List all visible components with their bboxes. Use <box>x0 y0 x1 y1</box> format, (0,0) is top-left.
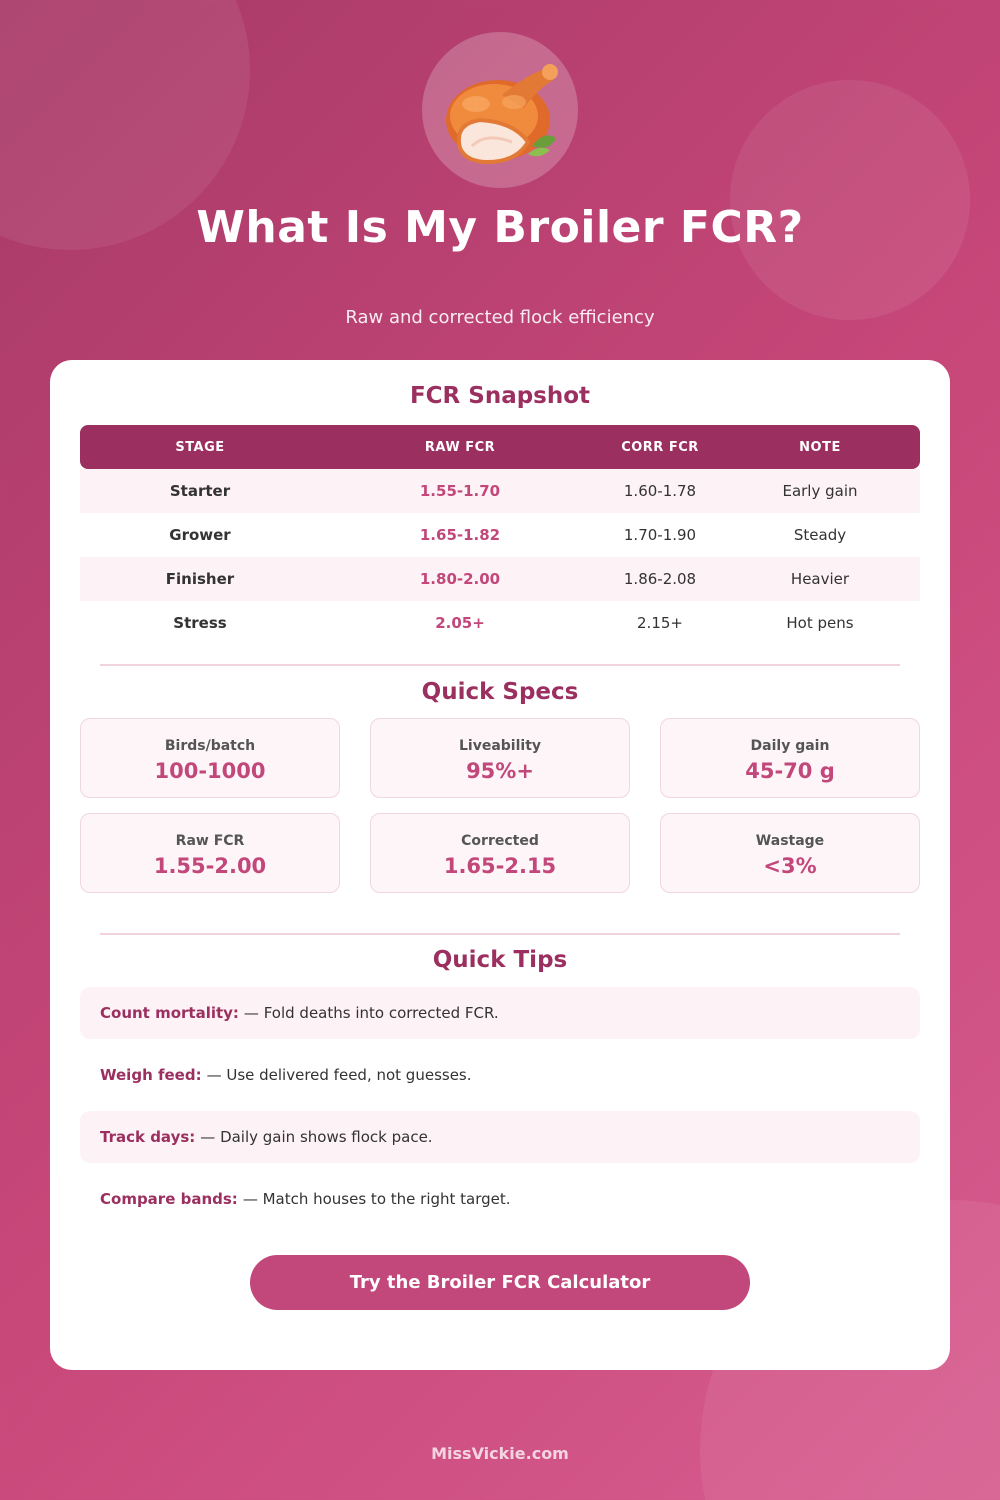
spec-label: Corrected <box>461 833 539 849</box>
spec-value: 1.65-2.15 <box>443 854 557 878</box>
table-row <box>80 557 920 601</box>
corr-fcr-cell: 1.86-2.08 <box>623 570 697 588</box>
tip-text: — Daily gain shows flock pace. <box>200 1128 433 1146</box>
spec-label: Liveability <box>458 738 542 754</box>
spec-label: Wastage <box>755 833 825 849</box>
tip-key: Count mortality: <box>100 1004 239 1022</box>
raw-fcr-cell: 1.55-1.70 <box>419 482 501 500</box>
corr-fcr-cell: 2.15+ <box>637 614 683 632</box>
tip-key: Compare bands: <box>100 1190 238 1208</box>
spec-label: Birds/batch <box>164 738 256 754</box>
tip-text: — Fold deaths into corrected FCR. <box>243 1004 499 1022</box>
note-cell: Heavier <box>790 570 850 588</box>
spec-card <box>80 813 340 893</box>
spec-value: 95%+ <box>466 759 534 783</box>
tip-item <box>80 1049 920 1101</box>
spec-value: 100-1000 <box>154 759 266 783</box>
spec-card <box>660 718 920 798</box>
spec-card <box>370 718 630 798</box>
background-circle <box>730 80 970 320</box>
tip-text: — Use delivered feed, not guesses. <box>206 1066 472 1084</box>
column-header-stage: STAGE <box>175 439 225 455</box>
tip-key: Track days: <box>100 1128 196 1146</box>
roast-chicken-icon <box>432 50 568 170</box>
spec-label: Raw FCR <box>175 833 245 849</box>
tip-key: Weigh feed: <box>100 1066 202 1084</box>
table-row <box>80 513 920 557</box>
content-card <box>50 360 950 1370</box>
tips-title: Quick Tips <box>432 947 568 973</box>
stage-cell: Grower <box>169 526 231 544</box>
footer-brand[interactable]: MissVickie.com <box>431 1444 569 1463</box>
page-subtitle: Raw and corrected flock efficiency <box>345 307 655 328</box>
note-cell: Hot pens <box>786 614 854 632</box>
page-title: What Is My Broiler FCR? <box>196 202 804 253</box>
logo-badge <box>422 32 578 188</box>
tip-item <box>80 1173 920 1225</box>
specs-title: Quick Specs <box>421 679 579 705</box>
raw-fcr-cell: 2.05+ <box>435 614 485 632</box>
column-header-note: NOTE <box>799 439 841 455</box>
corr-fcr-cell: 1.60-1.78 <box>623 482 697 500</box>
raw-fcr-cell: 1.80-2.00 <box>419 570 501 588</box>
table-row <box>80 601 920 645</box>
note-cell: Early gain <box>782 482 858 500</box>
spec-card <box>660 813 920 893</box>
spec-value: 1.55-2.00 <box>153 854 267 878</box>
spec-card <box>370 813 630 893</box>
stage-cell: Stress <box>173 614 227 632</box>
column-header-raw-fcr: RAW FCR <box>424 439 496 455</box>
section-divider <box>100 664 900 666</box>
corr-fcr-cell: 1.70-1.90 <box>623 526 697 544</box>
spec-value: 45-70 g <box>745 759 835 783</box>
raw-fcr-cell: 1.65-1.82 <box>419 526 501 544</box>
stage-cell: Starter <box>169 482 231 500</box>
spec-label: Daily gain <box>750 738 830 754</box>
snapshot-title: FCR Snapshot <box>409 383 591 409</box>
table-header <box>80 425 920 469</box>
tip-item <box>80 987 920 1039</box>
note-cell: Steady <box>793 526 847 544</box>
table-row <box>80 469 920 513</box>
fcr-table <box>80 425 920 645</box>
spec-card <box>80 718 340 798</box>
section-divider <box>100 933 900 935</box>
spec-value: <3% <box>763 854 817 878</box>
stage-cell: Finisher <box>165 570 235 588</box>
tip-text: — Match houses to the right target. <box>242 1190 511 1208</box>
column-header-corr-fcr: CORR FCR <box>621 439 699 455</box>
calculator-cta-button[interactable]: Try the Broiler FCR Calculator <box>250 1255 750 1310</box>
tip-item <box>80 1111 920 1163</box>
